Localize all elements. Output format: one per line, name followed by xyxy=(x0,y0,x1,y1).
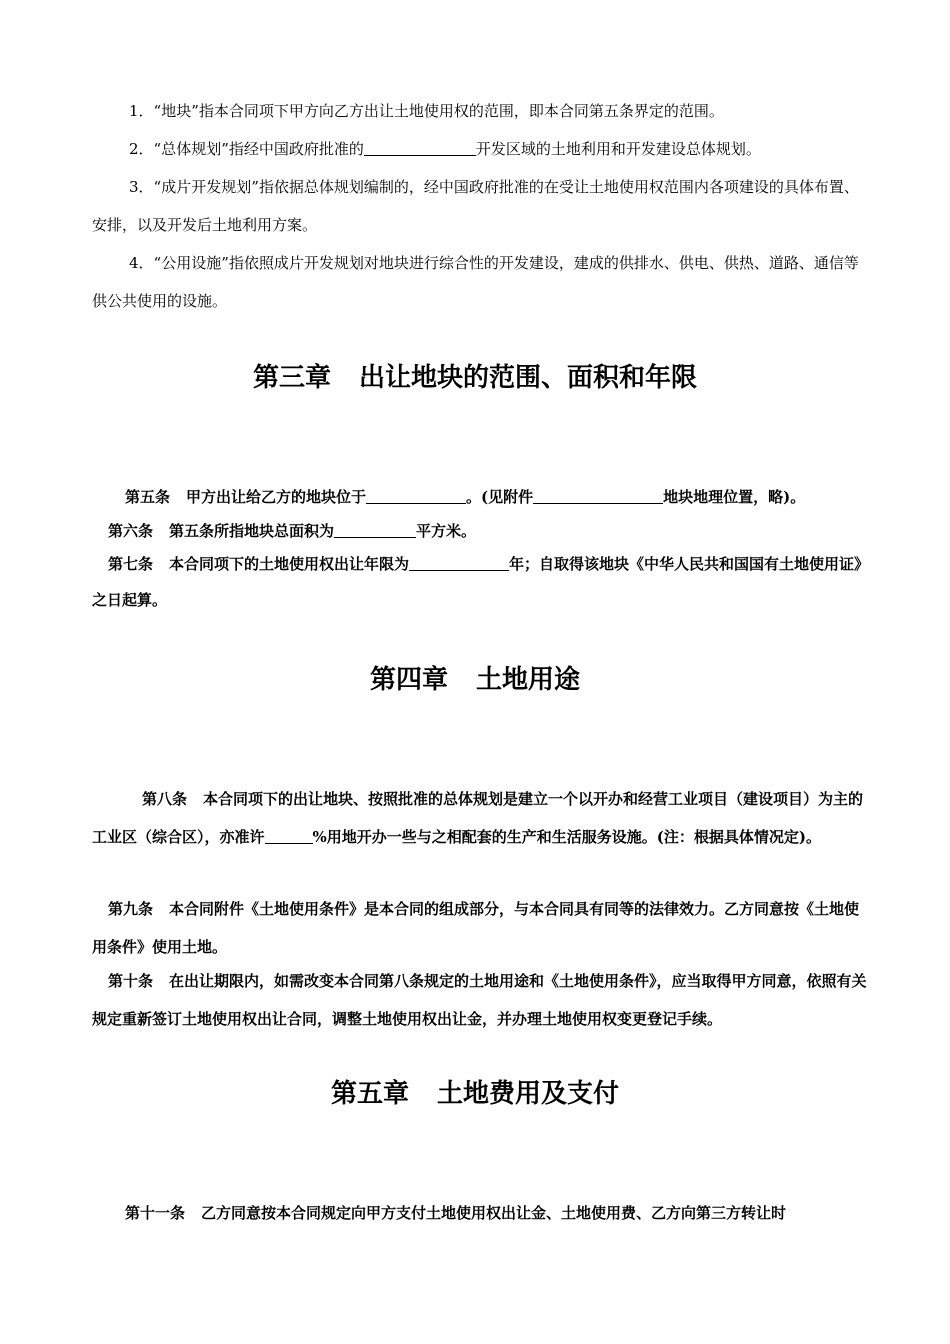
chapter-5-title: 土地费用及支付 xyxy=(437,1079,620,1109)
article-10-text: 在出让期限内，如需改变本合同第八条规定的土地用途和《土地使用条件》，应当取得甲方同意，依照有关规定重新签订土地使用权出让合同，调整土地使用权出让金，并办理土地使用权变更登记手续。 xyxy=(92,972,867,1028)
definition-2 xyxy=(92,130,867,168)
article-11-text: 乙方同意按本合同规定向甲方支付土地使用权出让金、土地使用费、乙方向第三方转让时 xyxy=(201,1204,787,1222)
master-plan-area-blank[interactable] xyxy=(364,140,476,156)
article-10 xyxy=(92,962,867,1038)
article-6-text-b: 平方米。 xyxy=(416,522,477,540)
article-10-label: 第十条 xyxy=(108,972,154,990)
article-5-text-a: 甲方出让给乙方的地块位于 xyxy=(186,488,367,506)
article-6-text-a: 第五条所指地块总面积为 xyxy=(169,522,335,540)
article-5-label: 第五条 xyxy=(125,488,171,506)
article-8-text-a: 本合同项下的出让地块、按照批准的总体规划是建立一个以开办和经营工业项目（建设项目）为主的工业区（综合区），亦准许 xyxy=(92,790,864,846)
definition-3 xyxy=(92,168,867,244)
definition-3-text: 3．“成片开发规划”指依据总体规划编制的，经中国政府批准的在受让土地使用权范围内各项建设的具体布置、安排，以及开发后土地利用方案。 xyxy=(92,178,859,234)
chapter-4-title: 土地用途 xyxy=(476,665,581,695)
article-9 xyxy=(92,890,867,966)
article-5-text-b: 。(见附件 xyxy=(466,488,534,506)
article-9-text: 本合同附件《土地使用条件》是本合同的组成部分，与本合同具有同等的法律效力。乙方同意按《土地使用条件》使用土地。 xyxy=(92,900,860,956)
article-7-text-b: 年；自取得该地块《中华人民共和国国有土地使用证》之日起算。 xyxy=(92,555,862,609)
chapter-3-title: 出让地块的范围、面积和年限 xyxy=(359,363,698,393)
chapter-5-number: 第五章 xyxy=(330,1079,409,1109)
land-location-blank[interactable] xyxy=(366,488,466,504)
article-5 xyxy=(92,478,867,516)
land-percentage-blank[interactable] xyxy=(265,828,313,844)
article-7-label: 第七条 xyxy=(108,555,154,573)
chapter-3-heading xyxy=(0,358,950,398)
article-6 xyxy=(92,512,867,550)
chapter-3-number: 第三章 xyxy=(252,363,331,393)
article-8 xyxy=(92,780,867,856)
chapter-5-heading xyxy=(0,1074,950,1114)
chapter-4-heading xyxy=(0,660,950,700)
article-6-label: 第六条 xyxy=(108,522,154,540)
definition-2-text-b: 开发区域的土地利用和开发建设总体规划。 xyxy=(475,140,761,158)
definition-4 xyxy=(92,244,867,320)
article-8-text-b: %用地开办一些与之相配套的生产和生活服务设施。(注：根据具体情况定)。 xyxy=(312,828,821,846)
total-area-blank[interactable] xyxy=(334,522,416,538)
definition-1 xyxy=(92,92,867,130)
article-11 xyxy=(92,1194,867,1232)
definition-1-text: 1．“地块”指本合同项下甲方向乙方出让土地使用权的范围，即本合同第五条界定的范围。 xyxy=(129,102,724,120)
article-9-label: 第九条 xyxy=(108,900,154,918)
definition-4-text: 4．“公用设施”指依照成片开发规划对地块进行综合性的开发建设，建成的供排水、供电、供热、道路、通信等供公共使用的设施。 xyxy=(92,254,859,310)
transfer-term-blank[interactable] xyxy=(409,555,509,571)
annex-number-blank[interactable] xyxy=(533,488,663,504)
article-5-text-c: 地块地理位置，略)。 xyxy=(663,488,806,506)
article-7-text-a: 本合同项下的土地使用权出让年限为 xyxy=(169,555,410,573)
article-8-label: 第八条 xyxy=(142,790,188,808)
chapter-4-number: 第四章 xyxy=(369,665,448,695)
article-11-label: 第十一条 xyxy=(125,1204,186,1222)
definition-2-text-a: 2．“总体规划”指经中国政府批准的 xyxy=(129,140,364,158)
article-7 xyxy=(92,546,867,618)
